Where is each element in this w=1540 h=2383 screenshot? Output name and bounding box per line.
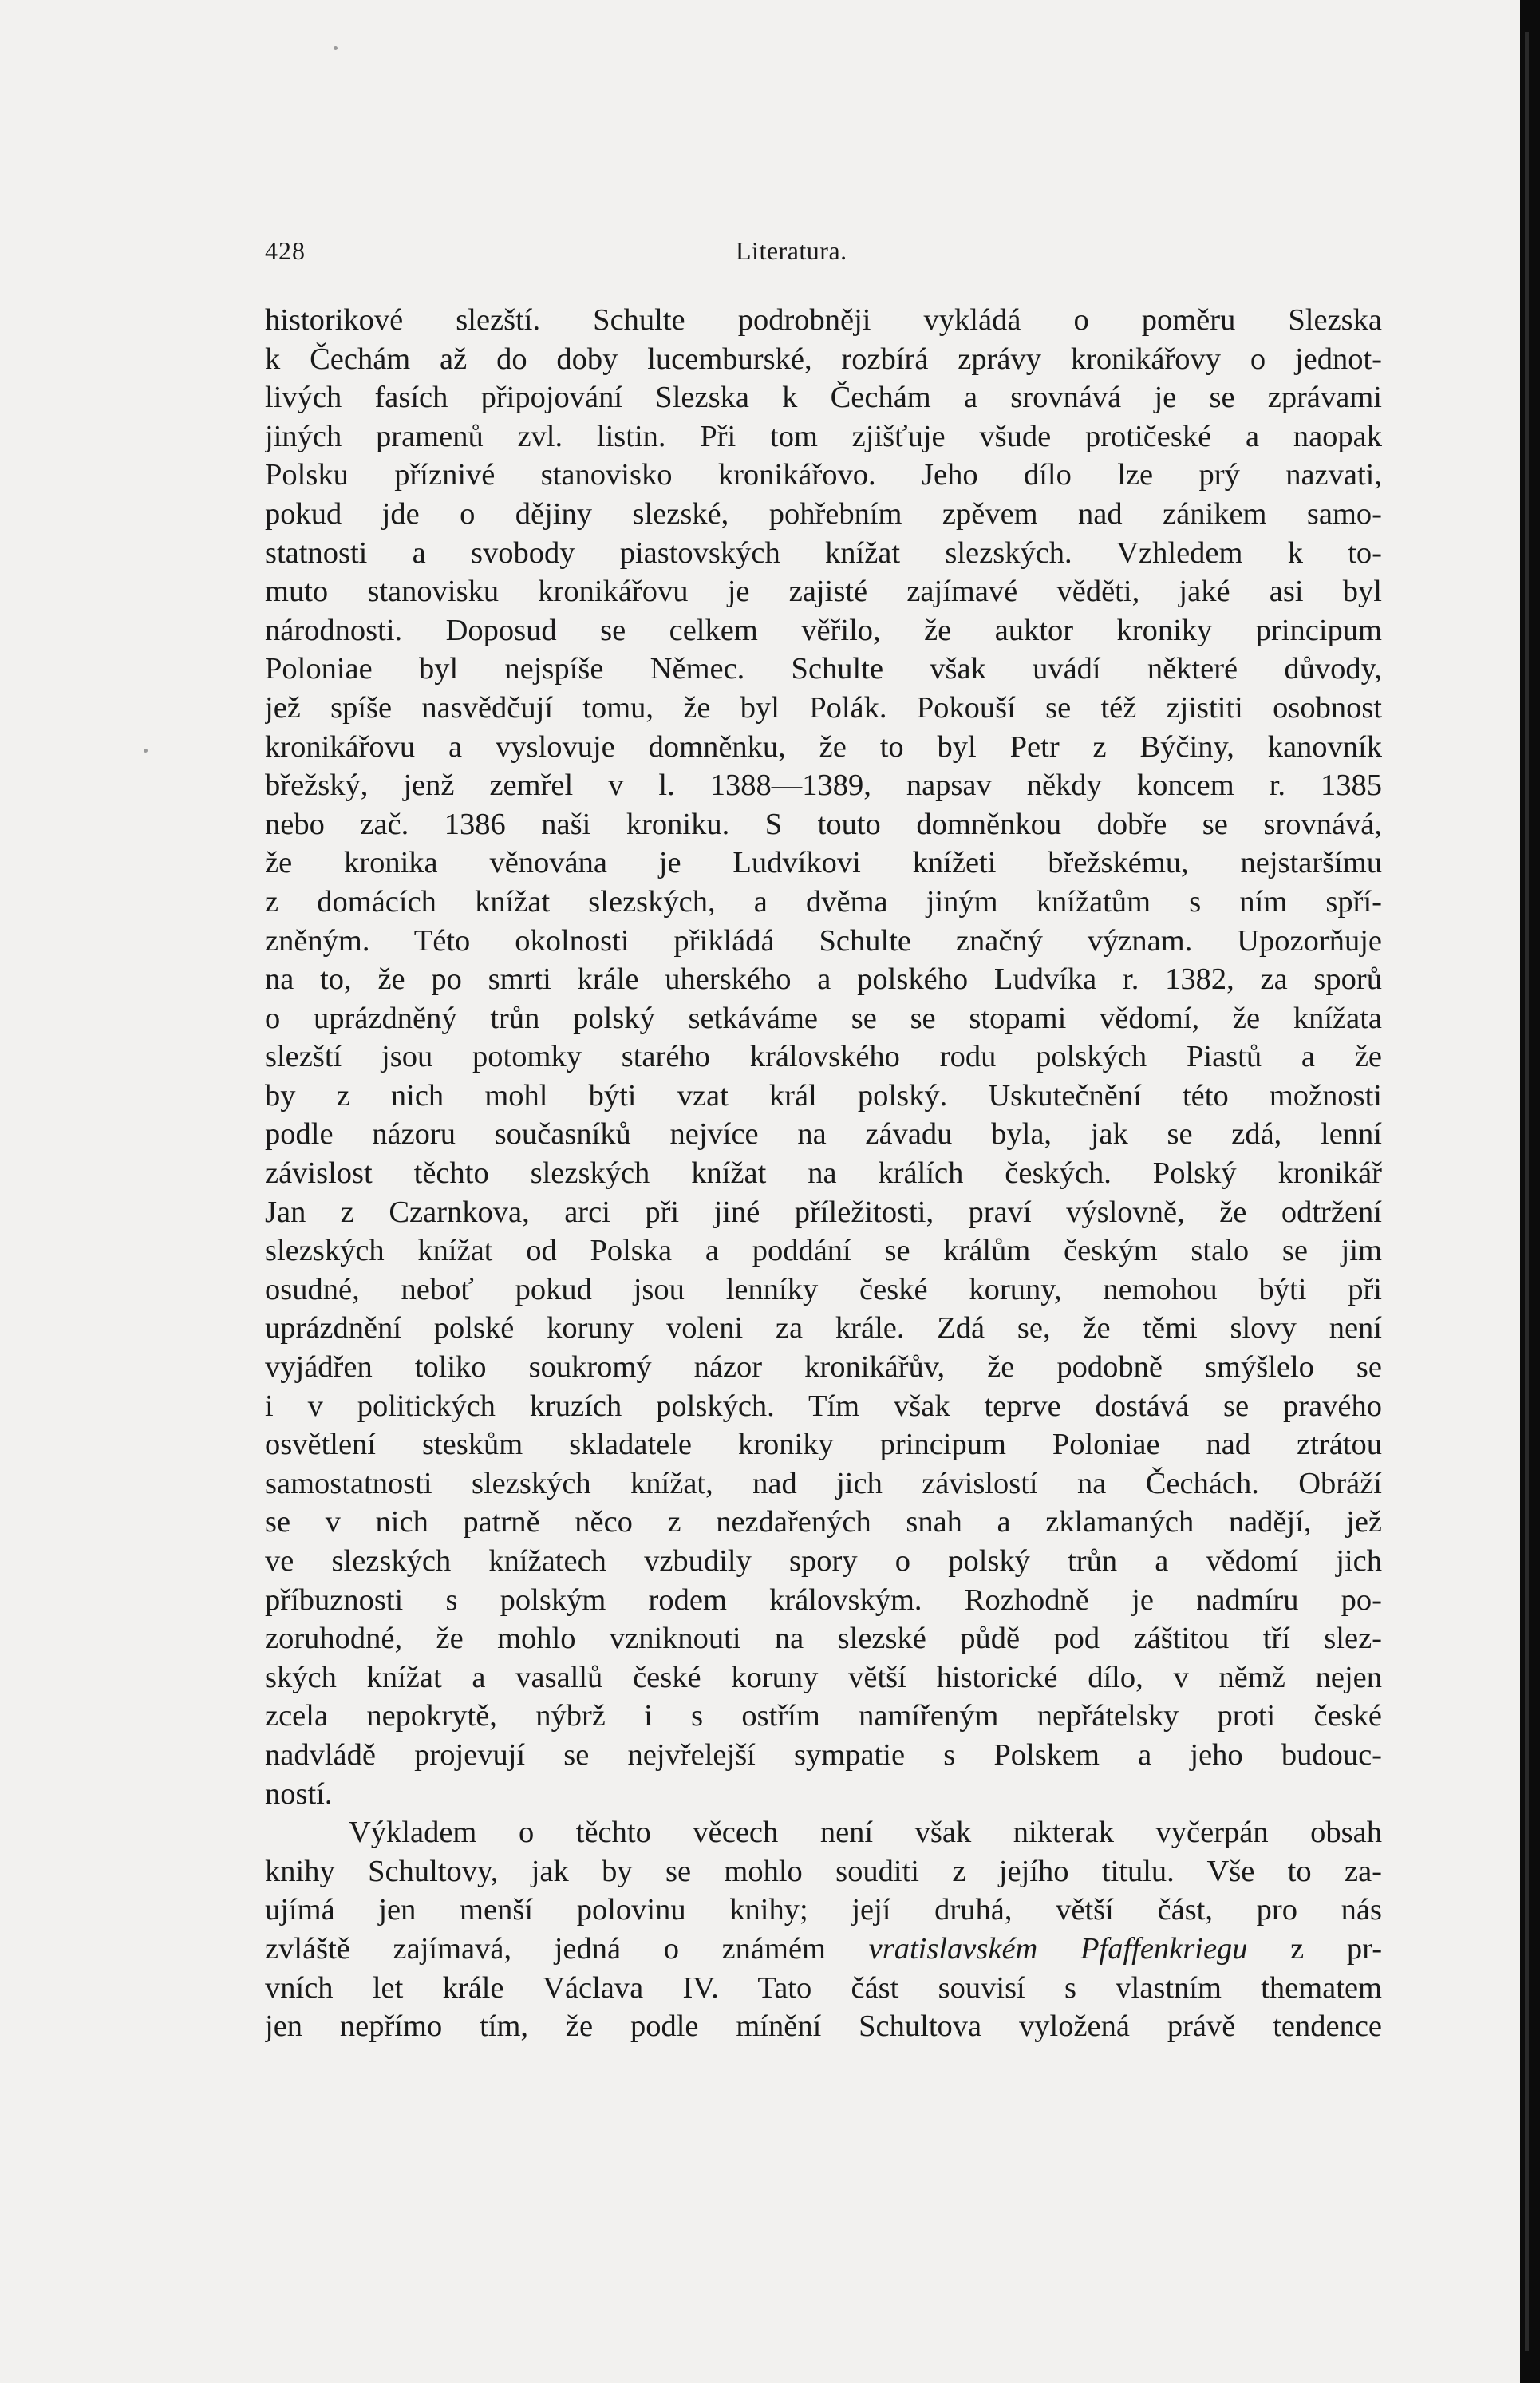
text-line: ností. [265,1776,333,1811]
text-line: se v nich patrně něco z nezdařených snah a zklamaných nadějí, jež [265,1505,1382,1539]
text-line: k Čechám až do doby lucemburské, rozbírá zprávy kronikářovy o jednot- [265,342,1382,376]
text-line: vyjádřen toliko soukromý názor kronikářův, že podobně smýšlelo se [265,1350,1382,1385]
text-line: knihy Schultovy, jak by se mohlo souditi z jejího titulu. Vše to za- [265,1854,1382,1888]
text-line: že kronika věnována je Ludvíkovi knížeti břežskému, nejstaršímu [265,846,1382,880]
text-line: příbuznosti s polským rodem královským. Rozhodně je nadmíru po- [265,1583,1382,1617]
text-line: národnosti. Doposud se celkem věřilo, že auktor kroniky principum [265,613,1382,647]
text-line: jež spíše nasvědčují tomu, že byl Polák. Pokouší se též zjistiti osobnost [265,690,1382,725]
running-title: Literatura. [736,236,847,265]
text-line: osvětlení steskům skladatele kroniky principum Poloniae nad ztrátou [265,1428,1382,1462]
text-line: samostatnosti slezských knížat, nad jich závislostí na Čechách. Obráží [265,1466,1382,1500]
text-line: muto stanovisku kronikářovu je zajisté zajímavé věděti, jaké asi byl [265,575,1382,609]
text-line: z domácích knížat slezských, a dvěma jiným knížatům s ním spří- [265,884,1382,919]
paper-speck [334,46,338,50]
text-line: Výkladem o těchto věcech není však nikterak vyčerpán obsah [349,1816,1382,1850]
text-line: kronikářovu a vyslovuje domněnku, že to byl Petr z Býčiny, kanovník [265,729,1382,764]
text-line: zněným. Této okolnosti přikládá Schulte značný význam. Upozorňuje [265,923,1382,958]
text-line: ských knížat a vasallů české koruny větší historické dílo, v němž nejen [265,1660,1382,1694]
text-line: Polsku příznivé stanovisko kronikářovo. Jeho dílo lze prý nazvati, [265,458,1382,492]
text-line: Poloniae byl nejspíše Němec. Schulte však uvádí některé důvody, [265,652,1382,686]
text-line [265,1930,1382,1969]
page-header [265,236,1382,276]
text-line: břežský, jenž zemřel v l. 1388—1389, napsav někdy koncem r. 1385 [265,769,1382,803]
body-text [265,301,1382,2046]
text-line: statnosti a svobody piastovských knížat slezských. Vzhledem k to- [265,535,1382,570]
text-line: Jan z Czarnkova, arci při jiné příležitosti, praví výslovně, že odtržení [265,1195,1382,1229]
text-line: slezští jsou potomky starého královského rodu polských Piastů a že [265,1040,1382,1074]
text-line: jen nepřímo tím, že podle mínění Schultova vyložená právě tendence [265,2010,1382,2044]
text-line: osudné, neboť pokud jsou lenníky české koruny, nemohou býti při [265,1272,1382,1306]
text-line: podle názoru současníků nejvíce na závadu byla, jak se zdá, lenní [265,1117,1382,1152]
paper-speck [144,749,148,753]
text-line: jiných pramenů zvl. listin. Při tom zjišťuje všude protičeské a naopak [265,419,1382,453]
text-line: i v politických kruzích polských. Tím však teprve dostává se pravého [265,1389,1382,1423]
text-line: pokud jde o dějiny slezské, pohřebním zpěvem nad zánikem samo- [265,496,1382,531]
text-line: nadvládě projevují se nejvřelejší sympatie s Polskem a jeho budouc- [265,1737,1382,1772]
italic-term: vratislavském Pfaffenkriegu [868,1931,1248,1966]
page-number: 428 [265,236,306,265]
text-line: historikové slezští. Schulte podrobněji vykládá o poměru Slezska [265,303,1382,337]
text-line: vních let krále Václava IV. Tato část souvisí s vlastním thematem [265,1970,1382,2005]
text-line: nebo zač. 1386 naši kroniku. S touto domněnkou dobře se srovnává, [265,807,1382,841]
text-line: uprázdnění polské koruny voleni za krále. Zdá se, že těmi slovy není [265,1311,1382,1346]
text-line: na to, že po smrti krále uherského a polského Ludvíka r. 1382, za sporů [265,962,1382,997]
text-segment: zvláště zajímavá, jedná o známém [265,1931,827,1966]
scan-border [1520,0,1540,2383]
text-line: ujímá jen menší polovinu knihy; její druhá, větší část, pro nás [265,1893,1382,1927]
text-segment: z pr- [1290,1931,1382,1966]
text-line: slezských knížat od Polska a poddání se králům českým stalo se jim [265,1234,1382,1268]
text-line: zoruhodné, že mohlo vzniknouti na slezské půdě pod záštitou tří slez- [265,1622,1382,1656]
text-line: zcela nepokrytě, nýbrž i s ostřím namířeným nepřátelsky proti české [265,1699,1382,1733]
text-line: o uprázdněný trůn polský setkáváme se se stopami vědomí, že knížata [265,1001,1382,1035]
text-line: ve slezských knížatech vzbudily spory o polský trůn a vědomí jich [265,1544,1382,1578]
text-line: závislost těchto slezských knížat na králích českých. Polský kronikář [265,1156,1382,1191]
text-line: livých fasích připojování Slezska k Čechám a srovnává je se zprávami [265,381,1382,415]
text-line: by z nich mohl býti vzat král polský. Uskutečnění této možnosti [265,1078,1382,1112]
